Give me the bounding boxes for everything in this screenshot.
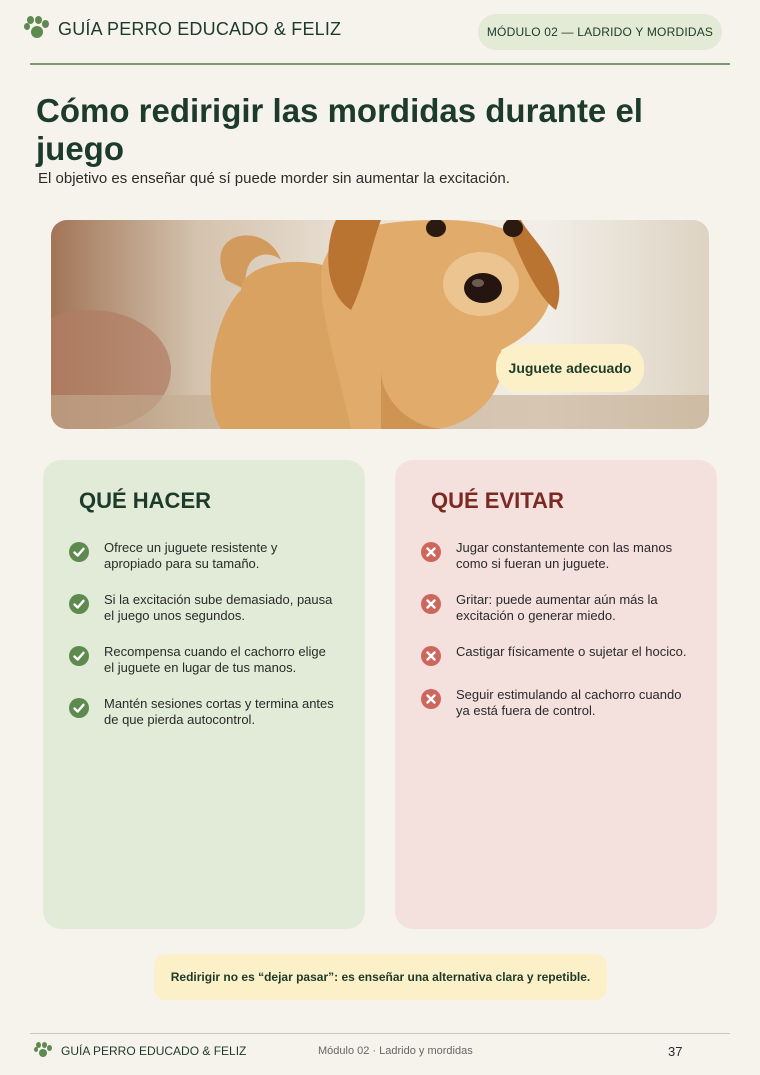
avoid-item-text: Gritar: puede aumentar aún más la excitación o generar miedo. [456, 592, 658, 623]
list-item [69, 592, 337, 623]
puppy-photo [51, 220, 709, 429]
page-header [24, 12, 736, 52]
footer-brand-name: GUÍA PERRO EDUCADO & FELIZ [61, 1044, 247, 1058]
list-item [69, 696, 337, 727]
hero-image [51, 220, 709, 429]
page-subtitle: El objetivo es enseñar qué sí puede morder sin aumentar la excitación. [38, 170, 510, 187]
avoid-item-text: Seguir estimulando al cachorro cuando ya está fuera de control. [456, 687, 682, 718]
do-item-text: Ofrece un juguete resistente y apropiado para su tamaño. [104, 540, 278, 571]
footer-brand [34, 1042, 246, 1060]
footer-section: Módulo 02 · Ladrido y mordidas [318, 1045, 473, 1057]
brand [24, 16, 341, 42]
check-icon [69, 646, 89, 666]
module-badge: MÓDULO 02 — LADRIDO Y MORDIDAS [478, 14, 722, 50]
check-icon [69, 542, 89, 562]
footer-divider [30, 1033, 730, 1034]
avoid-card [395, 460, 717, 929]
do-item-text: Recompensa cuando el cachorro elige el juguete en lugar de tus manos. [104, 644, 326, 675]
toy-chip: Juguete adecuado [496, 344, 644, 392]
list-item [421, 540, 689, 571]
do-item-text: Mantén sesiones cortas y termina antes de que pierda autocontrol. [104, 696, 334, 727]
paw-icon [24, 16, 50, 42]
do-card-title: QUÉ HACER [79, 488, 212, 513]
cross-icon [421, 542, 441, 562]
cross-icon [421, 689, 441, 709]
list-item [421, 687, 689, 718]
cross-icon [421, 594, 441, 614]
avoid-item-text: Jugar constantemente con las manos como si fueran un juguete. [456, 540, 673, 571]
key-note: Redirigir no es “dejar pasar”: es enseñar una alternativa clara y repetible. [154, 954, 607, 1000]
avoid-card-title: QUÉ EVITAR [431, 488, 564, 513]
page-title: Cómo redirigir las mordidas durante el juego [36, 92, 643, 167]
list-item [69, 540, 337, 571]
do-item-text: Si la excitación sube demasiado, pausa el juego unos segundos. [104, 592, 333, 623]
list-item [69, 644, 337, 675]
list-item [421, 592, 689, 623]
header-divider [30, 63, 730, 65]
brand-name: GUÍA PERRO EDUCADO & FELIZ [58, 18, 342, 39]
paw-icon [34, 1042, 52, 1060]
list-item [421, 644, 689, 666]
do-card [43, 460, 365, 929]
avoid-item-text: Castigar físicamente o sujetar el hocico. [456, 644, 687, 659]
check-icon [69, 698, 89, 718]
check-icon [69, 594, 89, 614]
page-number: 37 [668, 1044, 683, 1059]
cross-icon [421, 646, 441, 666]
